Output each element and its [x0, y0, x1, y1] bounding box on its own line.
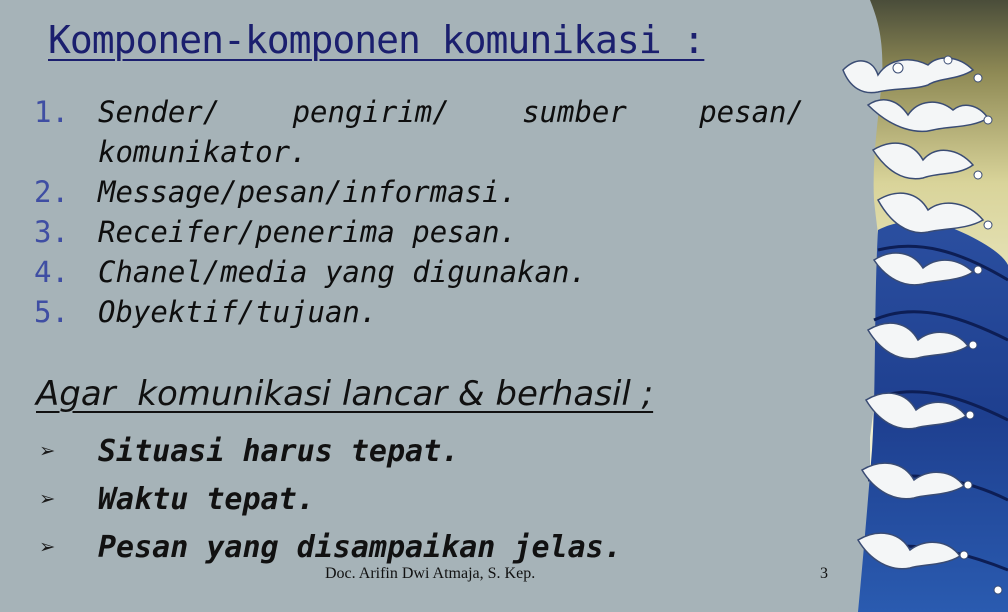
wave-illustration: [838, 0, 1008, 612]
arrow-bullet-icon: ➢: [40, 485, 56, 515]
list-item: [34, 172, 804, 212]
list-number: 1.: [34, 95, 69, 129]
arrow-bullet-icon: ➢: [40, 437, 56, 467]
footer-author: Doc. Arifin Dwi Atmaja, S. Kep.: [325, 565, 536, 582]
list-item: [34, 252, 804, 292]
word: Sender/: [98, 95, 221, 129]
list-item-continuation: komunikator.: [98, 135, 308, 169]
components-list: [34, 92, 804, 332]
bullet-text: Waktu tepat.: [98, 482, 315, 517]
slide-title: Komponen-komponen komunikasi :: [48, 18, 705, 62]
word: sumber: [522, 95, 627, 129]
list-item-text: Obyektif/tujuan.: [98, 295, 378, 329]
list-item: [40, 476, 622, 524]
bullet-text: Situasi harus tepat.: [98, 434, 460, 469]
list-number: 2.: [34, 175, 69, 209]
list-number: 4.: [34, 255, 69, 289]
bullet-list: [40, 428, 622, 572]
word: pesan/: [699, 95, 804, 129]
list-item-text: Chanel/media yang digunakan.: [98, 255, 587, 289]
list-item: [34, 212, 804, 252]
list-number: 5.: [34, 295, 69, 329]
bullet-text: Pesan yang disampaikan jelas.: [98, 530, 622, 565]
arrow-bullet-icon: ➢: [40, 533, 56, 563]
list-item: [34, 92, 804, 172]
word: pengirim/: [292, 95, 450, 129]
list-item-text: Receifer/penerima pesan.: [98, 215, 518, 249]
page-number: 3: [820, 565, 828, 582]
subheading: Agar komunikasi lancar & berhasil ;: [36, 374, 654, 414]
list-number: 3.: [34, 215, 69, 249]
list-item-text: [98, 92, 804, 132]
list-item: [40, 428, 622, 476]
list-item: [34, 292, 804, 332]
list-item-text: Message/pesan/informasi.: [98, 175, 518, 209]
